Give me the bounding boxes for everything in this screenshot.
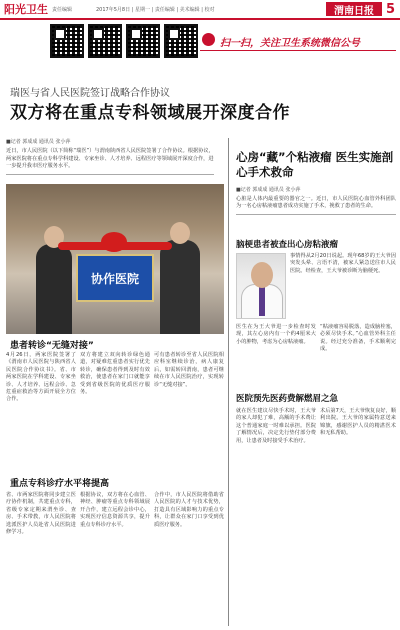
lead-byline: ■记者 郭成成 通讯员 张小萍 bbox=[6, 139, 71, 145]
lead-intro bbox=[6, 138, 214, 175]
masthead bbox=[0, 0, 400, 18]
article-paragraph: 4月26日，两家医院签署了《渭南市人民医院与陕西省人民医院合作协议书》。省、市两家医院在学科建设、专家坐诊、人才培养、远程会诊、急危重症救治等方面开展全方位合作。 bbox=[6, 352, 76, 403]
promo-divider bbox=[200, 50, 396, 51]
article-paragraph: 省、市两家医院将同步建立医疗协作机制，共建重点专科，省级专家定期来渭坐诊、查房、手术带教，市人民医院将选派医护人员赴省人民医院进修学习。 bbox=[6, 492, 76, 536]
plaque-text: 协作医院 bbox=[90, 271, 139, 286]
column-divider bbox=[228, 138, 229, 626]
section-name: 阳光卫生 bbox=[4, 3, 48, 16]
masthead-rule bbox=[0, 18, 400, 20]
right-subhead: 脑梗患者被查出心房粘液瘤 bbox=[236, 240, 339, 250]
article-paragraph: 医生在为王大爷进一步检查时发现，其左心房内有一个约4厘米大小的肿物，考虑为心房粘液瘤。 bbox=[236, 324, 316, 345]
right-headline: 心房“藏”个粘液瘤 医生实施剖心手术救命 bbox=[236, 150, 394, 179]
person-right-head bbox=[170, 222, 190, 244]
article-paragraph: “粘液瘤容易脱落，造成脑栓塞，必须尽快手术。”心血管外科主任说。经过充分准备，手术顺利完成。 bbox=[320, 324, 396, 353]
masthead-meta: 2017年5月8日 | 星期一 | 责任编辑 | 美术编辑 | 校对 bbox=[96, 6, 215, 13]
issue-label: 责任编辑 bbox=[52, 6, 73, 13]
newspaper-logo: 渭南日报 bbox=[326, 2, 382, 16]
lead-subhead: 瑞医与省人民医院签订战略合作协议 bbox=[10, 88, 170, 99]
article-paragraph: 术后第7天，王大爷恢复良好，顺利出院。王大爷的家属特意送来锦旗，感谢医护人员的精湛医术和无私帮助。 bbox=[320, 408, 396, 437]
signing-ceremony-photo bbox=[6, 184, 224, 334]
person-left bbox=[36, 244, 72, 334]
person-right bbox=[160, 240, 200, 334]
doctor-tie bbox=[259, 286, 265, 316]
right-byline: ■记者 郭成成 通讯员 张小萍 bbox=[236, 187, 301, 193]
article-paragraph: 根据协议，双方将在心血管、神经、肿瘤等重点专科领域展开合作，建立远程会诊中心，实现医疗信息资源共享，提升重点专科诊疗水平。 bbox=[80, 492, 150, 528]
page-number: 5 bbox=[386, 1, 396, 17]
qr-code[interactable] bbox=[88, 24, 122, 58]
article-paragraph: 就在医生建议尽快手术时，王大爷的家人却犯了难，高额的手术费让这个普通家庭一时难以承担。医院了解情况后，决定先行垫付部分费用，让患者及时接受手术治疗。 bbox=[236, 408, 316, 444]
doctor-face bbox=[251, 262, 273, 288]
right-subhead-2: 医院预先医药费解燃眉之急 bbox=[236, 394, 339, 404]
lead-headline: 双方将在重点专科领域展开深度合作 bbox=[10, 103, 290, 123]
qr-code[interactable] bbox=[126, 24, 160, 58]
qr-code[interactable] bbox=[164, 24, 198, 58]
wechat-icon bbox=[202, 33, 215, 46]
right-lede: 心脏是人体内最重要的器官之一。近日，市人民医院心血管外科团队为一名心房粘液瘤患者成功实施了手术，挽救了患者的生命。 bbox=[236, 196, 396, 215]
ribbon-bow bbox=[101, 232, 127, 252]
cooperation-plaque bbox=[76, 254, 154, 302]
doctor-portrait bbox=[236, 253, 286, 319]
article-paragraph: 双方将建立双向转诊绿色通道，对疑难危重患者实行优先转诊，确保患者得到及时有效救治，使患者在家门口就能享受到省级医院的优质医疗服务。 bbox=[80, 352, 150, 396]
qr-code-row bbox=[50, 24, 198, 58]
article-paragraph: 合作中，市人民医院将借助省人民医院的人才与技术优势，打造具有区域影响力的重点专科，让群众在家门口享受到优质医疗服务。 bbox=[154, 492, 224, 528]
article-paragraph: 事情得从2月20日说起。现年68岁的王大爷因突发头晕、言语不清，被家人紧急送往市人民医院。经检查，王大爷被诊断为脑梗死。 bbox=[290, 253, 396, 274]
section-title-referral: 患者转诊“无缝对接” bbox=[10, 341, 94, 351]
section-title-specialty: 重点专科诊疗水平将提高 bbox=[10, 479, 110, 489]
article-paragraph: 可有患者转诊至省人民医院相应科室继续诊治，病人康复后，如需转回渭南，患者可继续在市人民医院治疗，实现转诊“无缝对接”。 bbox=[154, 352, 224, 388]
qr-code[interactable] bbox=[50, 24, 84, 58]
promo-slogan: 扫一扫，关注卫生系统微信公号 bbox=[220, 38, 360, 49]
lead-lede: 近日，市人民医院（以下简称“瑞医”）与渭南陕西省人民医院签署了合作协议。根据协议，两家医院将在重点专科学科建设、专家坐诊、人才培养、远程医疗等领域展开深度合作，进一步提升我市医疗服务水平。 bbox=[6, 148, 214, 175]
